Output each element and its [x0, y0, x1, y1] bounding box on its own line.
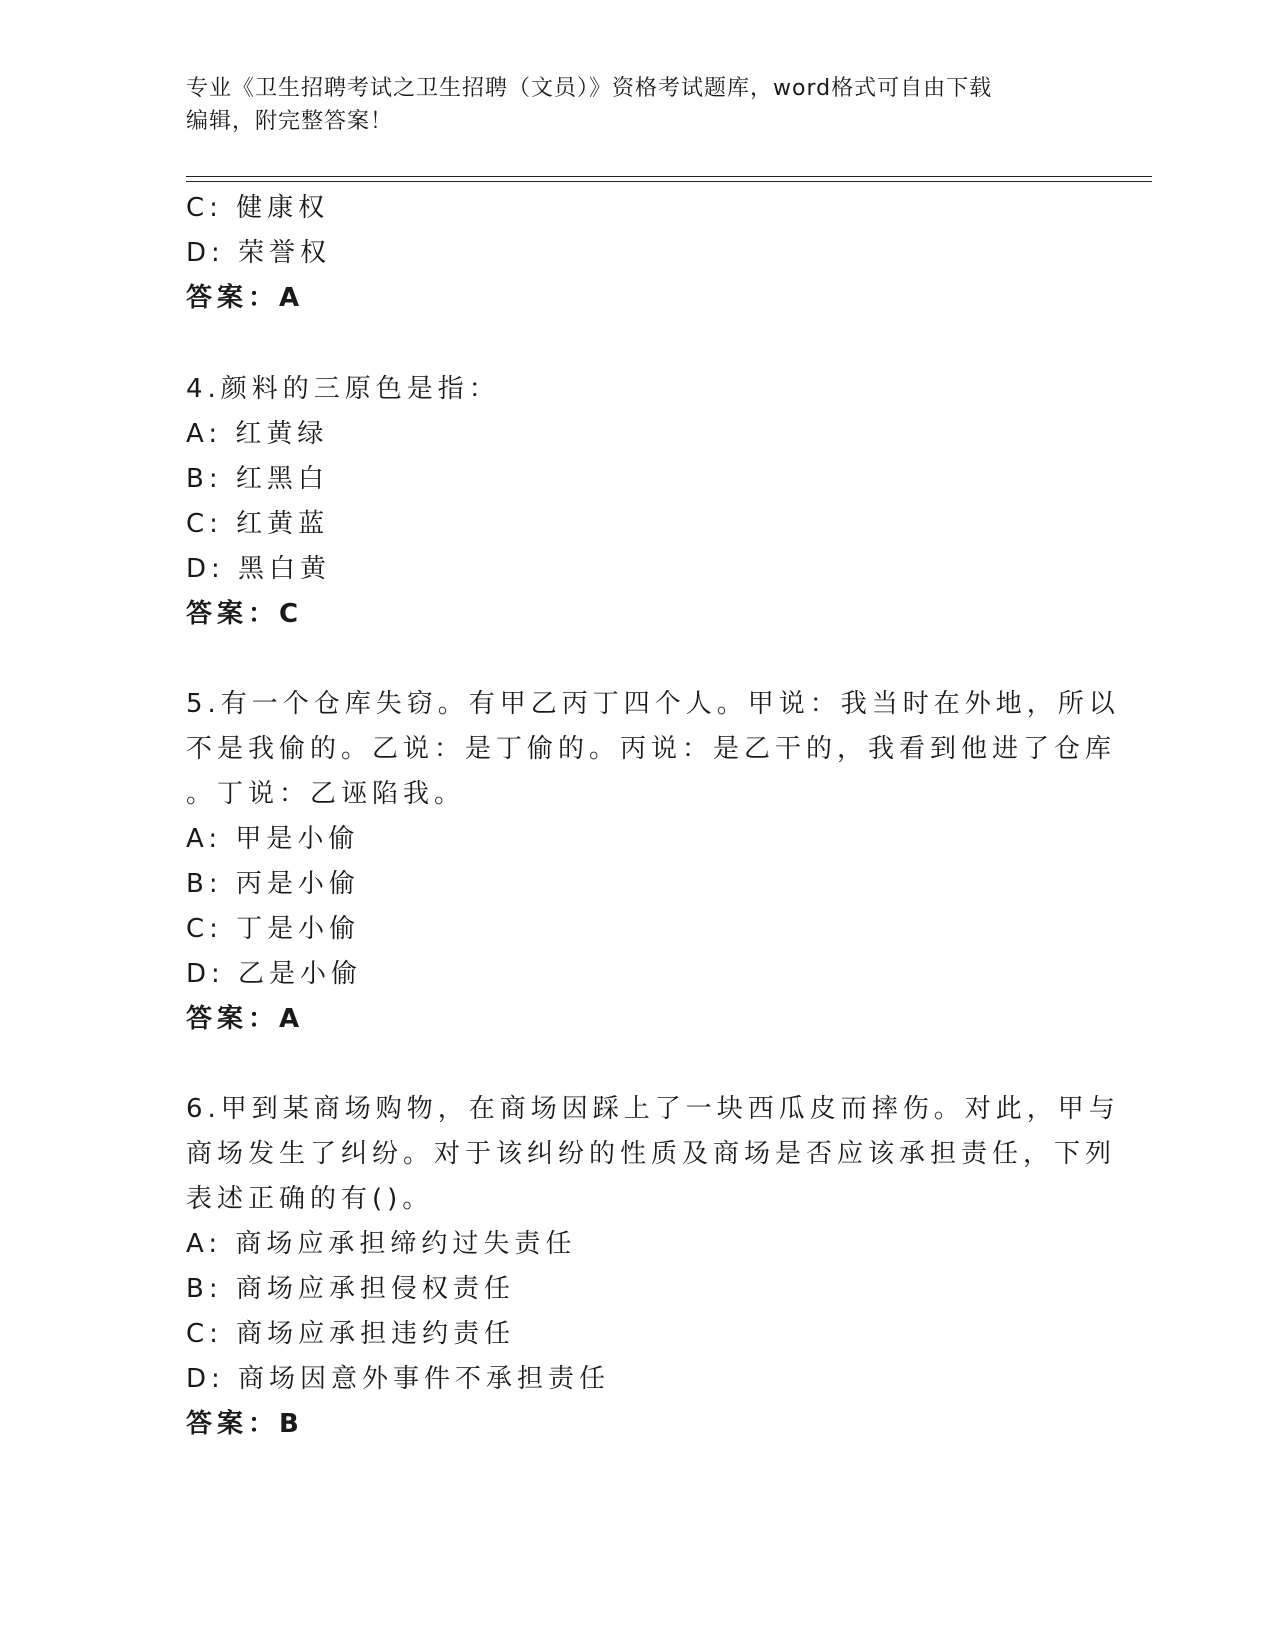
q6-stem-line-2: 商场发生了纠纷。对于该纠纷的性质及商场是否应该承担责任，下列	[186, 1139, 1117, 1169]
q5-option-a: A: 甲是小偷	[186, 824, 360, 854]
q4-option-d: D: 黑白黄	[186, 554, 332, 584]
q5-stem-line-2: 不是我偷的。乙说：是丁偷的。丙说：是乙干的，我看到他进了仓库	[186, 734, 1117, 764]
q6-option-b: B: 商场应承担侵权责任	[186, 1274, 515, 1304]
document-header	[186, 72, 1066, 138]
q5-answer: 答案：A	[186, 1004, 305, 1034]
q5-stem-line-1: 5.有一个仓库失窃。有甲乙丙丁四个人。甲说：我当时在外地，所以	[186, 689, 1120, 719]
header-line-2: 编辑，附完整答案！	[186, 109, 394, 134]
q6-stem-line-3: 表述正确的有()。	[186, 1184, 434, 1214]
q5-stem-line-3: 。丁说：乙诬陷我。	[186, 779, 466, 809]
q4-stem: 4.颜料的三原色是指：	[186, 374, 500, 404]
q4-answer: 答案：C	[186, 599, 304, 629]
q4-option-c: C: 红黄蓝	[186, 509, 330, 539]
header-divider-top	[186, 176, 1152, 177]
q6-option-c: C: 商场应承担违约责任	[186, 1319, 516, 1349]
q5-option-d: D: 乙是小偷	[186, 959, 363, 989]
q3-option-d: D: 荣誉权	[186, 238, 332, 268]
q4-option-b: B: 红黑白	[186, 464, 329, 494]
q5-option-c: C: 丁是小偷	[186, 914, 361, 944]
q6-answer: 答案：B	[186, 1409, 304, 1439]
q6-option-a: A: 商场应承担缔约过失责任	[186, 1229, 577, 1259]
header-line-1: 专业《卫生招聘考试之卫生招聘（文员）》资格考试题库，word格式可自由下载	[186, 76, 993, 101]
q3-answer: 答案：A	[186, 283, 305, 313]
q6-option-d: D: 商场因意外事件不承担责任	[186, 1364, 611, 1394]
header-divider-bottom	[186, 181, 1152, 182]
q6-stem-line-1: 6.甲到某商场购物，在商场因踩上了一块西瓜皮而摔伤。对此，甲与	[186, 1094, 1120, 1124]
q4-option-a: A: 红黄绿	[186, 419, 329, 449]
q3-option-c: C: 健康权	[186, 193, 330, 223]
q5-option-b: B: 丙是小偷	[186, 869, 360, 899]
